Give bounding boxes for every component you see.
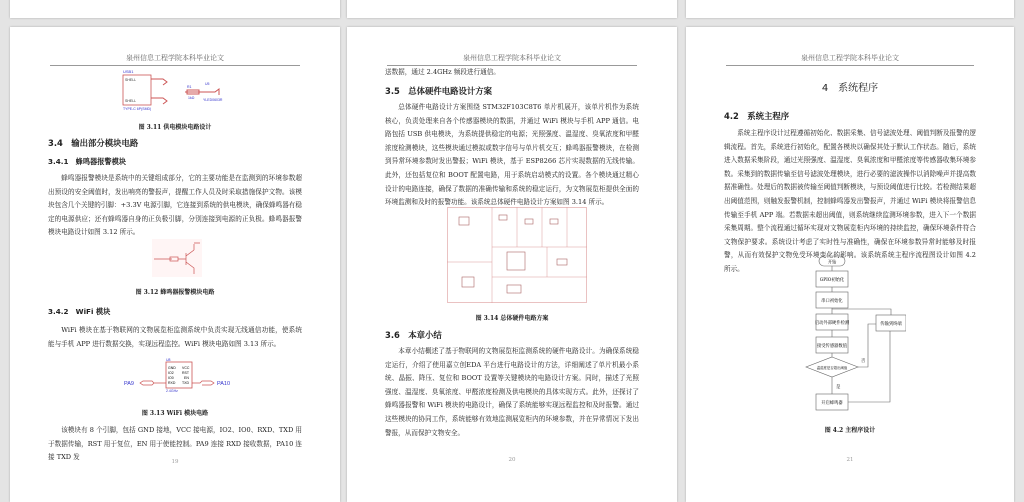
pin-label: IO0 [168, 376, 174, 380]
figure-caption: 图 3.11 供电模块电路设计 [138, 124, 212, 131]
pin-label: RXD [168, 381, 176, 385]
section-heading: 3.6 本章小结 [385, 330, 442, 340]
flow-branch-no: 否 [861, 359, 866, 364]
previous-page-bottom [10, 0, 340, 18]
subsection-heading: 3.4.1 蜂鸣器报警模块 [48, 157, 126, 166]
label: SHELL [125, 78, 137, 82]
previous-page-bottom [686, 0, 1014, 18]
pin-label: EN [184, 376, 189, 380]
figure-3-11-power-schematic [105, 67, 245, 112]
page-header: 泉州信息工程学院本科毕业论文 [726, 53, 974, 66]
page-number: 19 [171, 459, 179, 465]
figure-3-12-buzzer-schematic [152, 239, 202, 277]
pin-label: GND [168, 366, 176, 370]
document-page-19 [10, 27, 340, 502]
pa10-label: PA10 [217, 381, 231, 387]
page-header: 泉州信息工程学院本科毕业论文 [387, 53, 637, 66]
label: R1 [187, 85, 192, 89]
pin-label: VCC [182, 366, 190, 370]
section-heading: 4.2 系统主程序 [724, 111, 790, 121]
figure-caption: 图 3.14 总体硬件电路方案 [475, 315, 549, 322]
pin-label: RST [182, 371, 189, 375]
flow-decision: 温湿度是否超出阈值 [816, 366, 848, 370]
flow-step: GPIO初始化 [819, 278, 845, 283]
label: TYPE-C 6P(SMD) [123, 107, 152, 111]
body-paragraph: 总体硬件电路设计方案围绕 STM32F103C8T6 单片机展开，该单片机作为系统核心，负责处理来自各个传感器模块的数据，并通过 WiFi 模块与手机 APP 通信。电路包括 USB 供电模块，为系统提供稳定的电源；光照强度、温湿度、臭氧浓度和甲醛浓度检测模块，这些模块通过模拟或数字信号与单片机交互；蜂鸣器报警模块，在检测到异常环境参数时发出警报；WiFi 模块，基于 ESP8266 芯片实现数据的无线传输。此外，还包括复位和 BOOT 配置电路，用于系统启动模式的设置。各个模块通过精心设计的电路连接，确保了数据的准确传输和系统的稳定运行，为文物展览柜提供全面的环境监测和及时的报警功能。该系统总体硬件电路设计方案如图 3.14 所示。 [385, 103, 639, 207]
subsection-heading: 3.4.2 WiFi 模块 [48, 307, 111, 316]
label: SHELL [125, 99, 137, 103]
body-paragraph: 系统主程序设计过程遵循初始化、数据采集、信号滤波处理、阈值判断及报警的逻辑流程。首先，系统进行初始化，配置各模块以确保其处于默认工作状态。随后，系统进入数据采集阶段，通过光照强度、温湿度、臭氧浓度和甲醛浓度等传感器收集环境参数。采集到的数据传输至信号滤波处理模块，进行必要的滤波操作以消除噪声并提高数据准确性。处理后的数据被传输至阈值判断模块，与预设阈值进行比较。若检测结果超出阈值范围，则触发报警机制，控制蜂鸣器发出警报声，并通过 WiFi 模块将报警信息传输至手机 APP 端。若数据未超出阈值，则系统继续监测环境参数，进入下一个数据采集周期。整个流程通过循环实现对文物展览柜内环境的持续监控，确保环境条件符合文物保护要求。系统设计考虑了实时性与准确性，确保在环境参数异常时能够及时报警，从而有效保护文物免受环境变化的影响。该系统系统主程序流程图设计如图 4.2 所示。 [724, 129, 976, 273]
section-heading: 3.4 输出部分模块电路 [48, 138, 139, 148]
figure-caption: 图 3.13 WiFi 模块电路 [141, 410, 209, 417]
pa9-label: PA9 [124, 381, 134, 387]
flow-step: 接受传感器数值 [816, 344, 848, 349]
flow-step: 启动外部硬件检测 [814, 321, 850, 326]
body-paragraph: 本章小结概述了基于物联网的文物展览柜监测系统的硬件电路设计。为确保系统稳定运行，介绍了使用嘉立创EDA 平台进行电路设计的方法，详细阐述了单片机最小系统、晶振、降压、复位和 BOOT 设置等关键模块的电路设计方案。同时，描述了光照强度、温湿度、臭氧浓度、甲醛浓度检测及供电模块的具体实现方式。此外，还探讨了蜂鸣器报警和 WiFi 模块的电路设计，确保了系统能够实现远程监控和及时报警。通过这些模块的协同工作，系统能够有效地监测展览柜内的环境参数，并在异常情况下发出警报，从而保护文物安全。 [385, 347, 639, 437]
label: U5 [205, 82, 210, 86]
figure-4-2-flowchart [786, 254, 906, 419]
document-page-21 [686, 27, 1014, 502]
flow-step: 串口初始化 [821, 299, 843, 304]
figure-3-13-wifi-schematic [120, 357, 245, 395]
body-paragraph: 蜂鸣器报警模块是系统中的关键组成部分，它的主要功能是在监测到的环境参数超出预设的安全阈值时，发出响亮的警报声，提醒工作人员及时采取措施保护文物。该模块包含几个关键的引脚：+3.3V 电源引脚，它连接到系统的供电模块，确保蜂鸣器有稳定的电源供应；还有蜂鸣器自身的正负极引脚，分别连接到电源的正负极。蜂鸣器报警模块电路设计如图 3.12 所示。 [48, 174, 302, 237]
body-paragraph: 送数据，通过 2.4GHz 频段进行通信。 [385, 68, 500, 76]
pin-label: IO2 [168, 371, 174, 375]
section-heading: 3.5 总体硬件电路设计方案 [385, 86, 492, 96]
figure-caption: 图 4.2 主程序设计 [824, 427, 876, 434]
label: 2.4GHz [166, 389, 178, 393]
flow-branch-yes: 是 [836, 385, 841, 390]
label: U8 [166, 358, 171, 362]
page-header: 泉州信息工程学院本科毕业论文 [50, 53, 300, 66]
flow-step: 传输到终端 [880, 322, 902, 327]
previous-page-bottom [347, 0, 677, 18]
page-number: 20 [508, 457, 516, 463]
label: USB1 [123, 69, 134, 74]
chapter-title: 4 系统程序 [821, 83, 879, 94]
flow-step: 开启蜂鸣器 [821, 401, 843, 406]
body-paragraph: WiFi 模块在基于物联网的文物展览柜监测系统中负责实现无线通信功能，使系统能与手机 APP 进行数据交换，实现远程监控。WiFi 模块电路如图 3.13 所示。 [48, 326, 302, 348]
page-number: 21 [846, 457, 854, 463]
figure-caption: 图 3.12 蜂鸣器报警模块电路 [135, 289, 215, 296]
flow-start: 开始 [827, 260, 837, 266]
body-paragraph: 该模块有 8 个引脚，包括 GND 接地，VCC 接电源，IO2、IO0、RXD、TXD 用于数据传输，RST 用于复位，EN 用于使能控制。PA9 连接 RXD 接收数据，PA10 连接 TXD 发 [48, 426, 302, 462]
label: 1kΩ [188, 96, 195, 100]
document-page-20 [347, 27, 677, 502]
pin-label: TXD [182, 381, 189, 385]
figure-3-14-overall-schematic [447, 207, 587, 303]
label: YLED0603R [203, 98, 223, 102]
